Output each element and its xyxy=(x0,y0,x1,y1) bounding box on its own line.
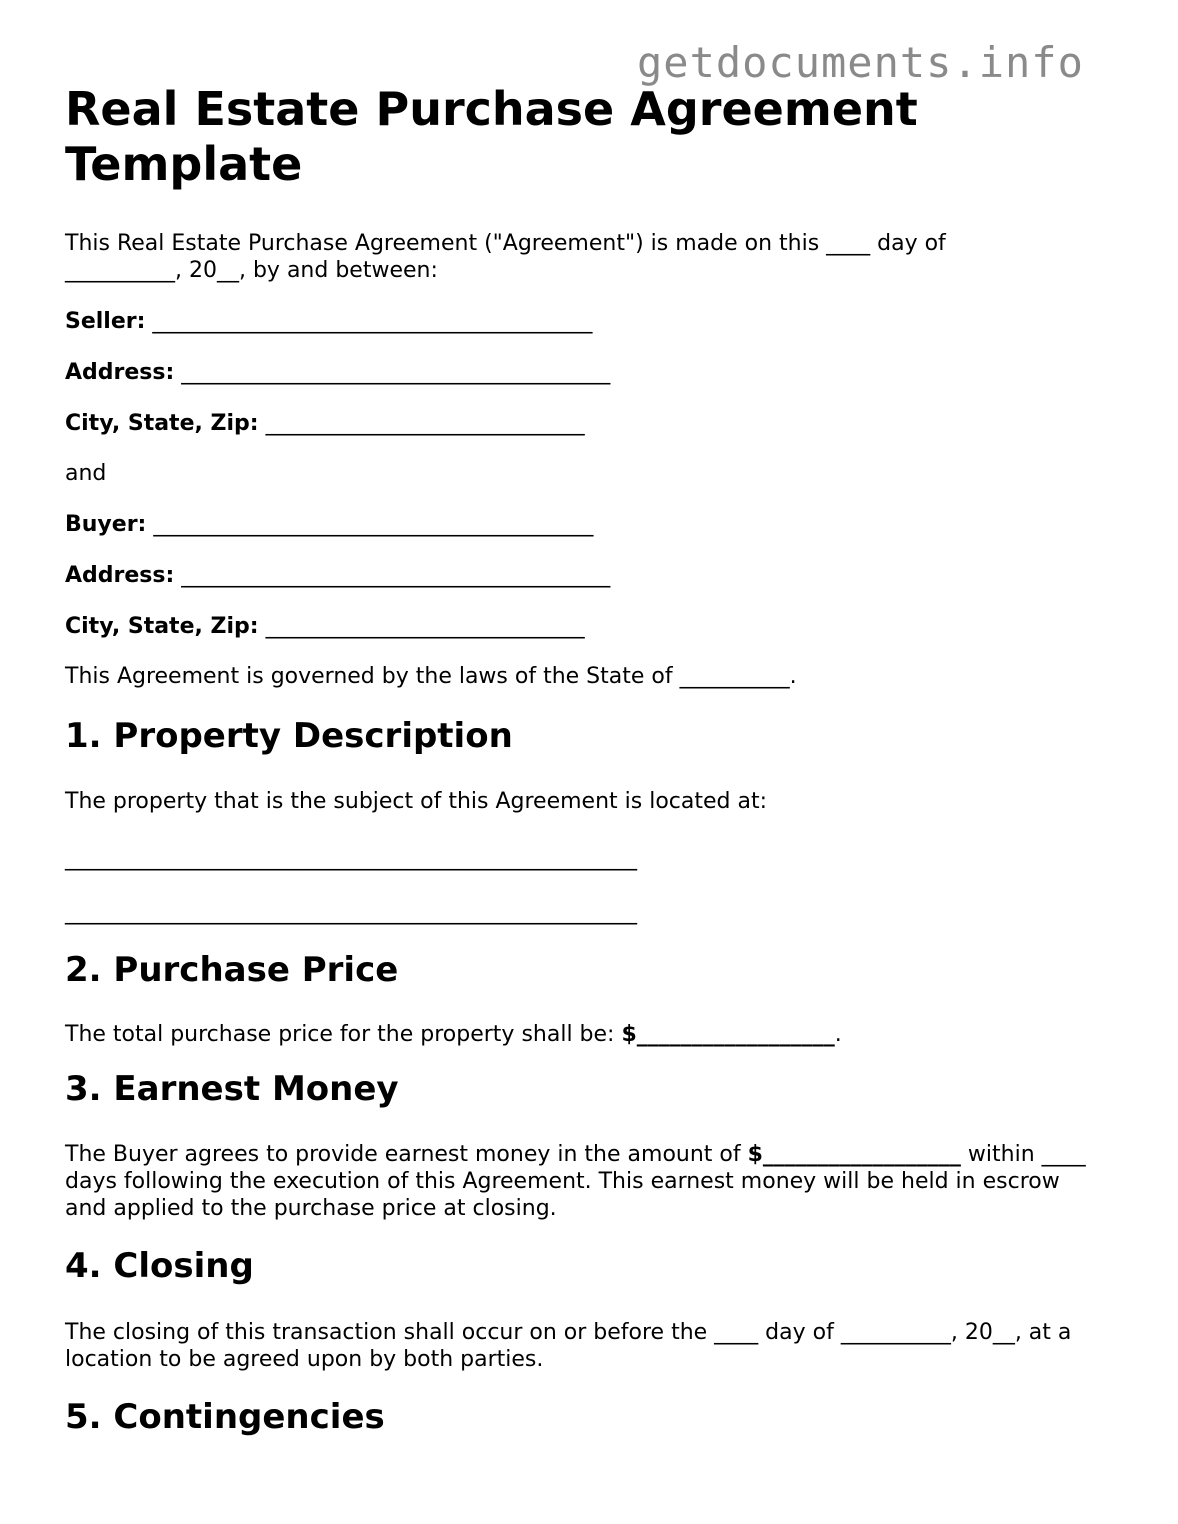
document-page xyxy=(65,82,1125,1437)
document-title: Real Estate Purchase Agreement Template xyxy=(65,82,918,191)
section-heading-contingencies: 5. Contingencies xyxy=(65,1397,385,1437)
buyer-city-label: City, State, Zip: xyxy=(65,614,259,639)
buyer-address-field xyxy=(65,562,1125,589)
seller-city-field xyxy=(65,410,1125,437)
property-text: The property that is the subject of this Agreement is located at: xyxy=(65,789,768,814)
buyer-city-field xyxy=(65,613,1125,640)
seller-city-blank: _____________________________ xyxy=(265,411,585,436)
buyer-name-blank: ________________________________________ xyxy=(153,512,594,537)
seller-name-label: Seller: xyxy=(65,309,146,334)
buyer-address-blank: _______________________________________ xyxy=(181,563,611,588)
buyer-city-blank: _____________________________ xyxy=(265,614,585,639)
governing-law-text: This Agreement is governed by the laws of the State of __________. xyxy=(65,664,797,689)
earnest-text-after: within ____ days following the execution of this Agreement. This earnest money will be held in escrow and applied to the purchase price at closing. xyxy=(65,1142,1086,1221)
price-amount-blank: $__________________ xyxy=(621,1022,835,1047)
and-text: and xyxy=(65,461,107,486)
earnest-text xyxy=(65,1141,1105,1222)
section-heading-property: 1. Property Description xyxy=(65,716,513,756)
closing-text: The closing of this transaction shall occur on or before the ____ day of __________, 20__, at a location to be agreed upon by both parties. xyxy=(65,1320,1072,1372)
seller-name-blank: ________________________________________ xyxy=(152,309,593,334)
property-address-line-2: ____________________________________________________ xyxy=(65,900,637,925)
seller-address-blank: _______________________________________ xyxy=(181,360,611,385)
price-text-after: . xyxy=(834,1022,842,1047)
buyer-name-field xyxy=(65,511,1125,538)
price-text-before: The total purchase price for the property shall be: xyxy=(65,1022,622,1047)
price-text xyxy=(65,1021,1125,1048)
watermark: getdocuments.info xyxy=(637,38,1084,87)
buyer-address-label: Address: xyxy=(65,563,175,588)
seller-address-label: Address: xyxy=(65,360,175,385)
seller-name-field xyxy=(65,308,1125,335)
section-heading-closing: 4. Closing xyxy=(65,1246,254,1286)
earnest-amount-blank: $__________________ xyxy=(747,1142,961,1167)
section-heading-price: 2. Purchase Price xyxy=(65,950,399,990)
buyer-name-label: Buyer: xyxy=(65,512,147,537)
intro-paragraph: This Real Estate Purchase Agreement ("Agreement") is made on this ____ day of __________, 20__, by and between: xyxy=(65,231,946,283)
section-heading-earnest: 3. Earnest Money xyxy=(65,1069,399,1109)
earnest-text-before: The Buyer agrees to provide earnest money in the amount of xyxy=(65,1142,748,1167)
property-address-line-1: ____________________________________________________ xyxy=(65,846,637,871)
seller-city-label: City, State, Zip: xyxy=(65,411,259,436)
seller-address-field xyxy=(65,359,1125,386)
